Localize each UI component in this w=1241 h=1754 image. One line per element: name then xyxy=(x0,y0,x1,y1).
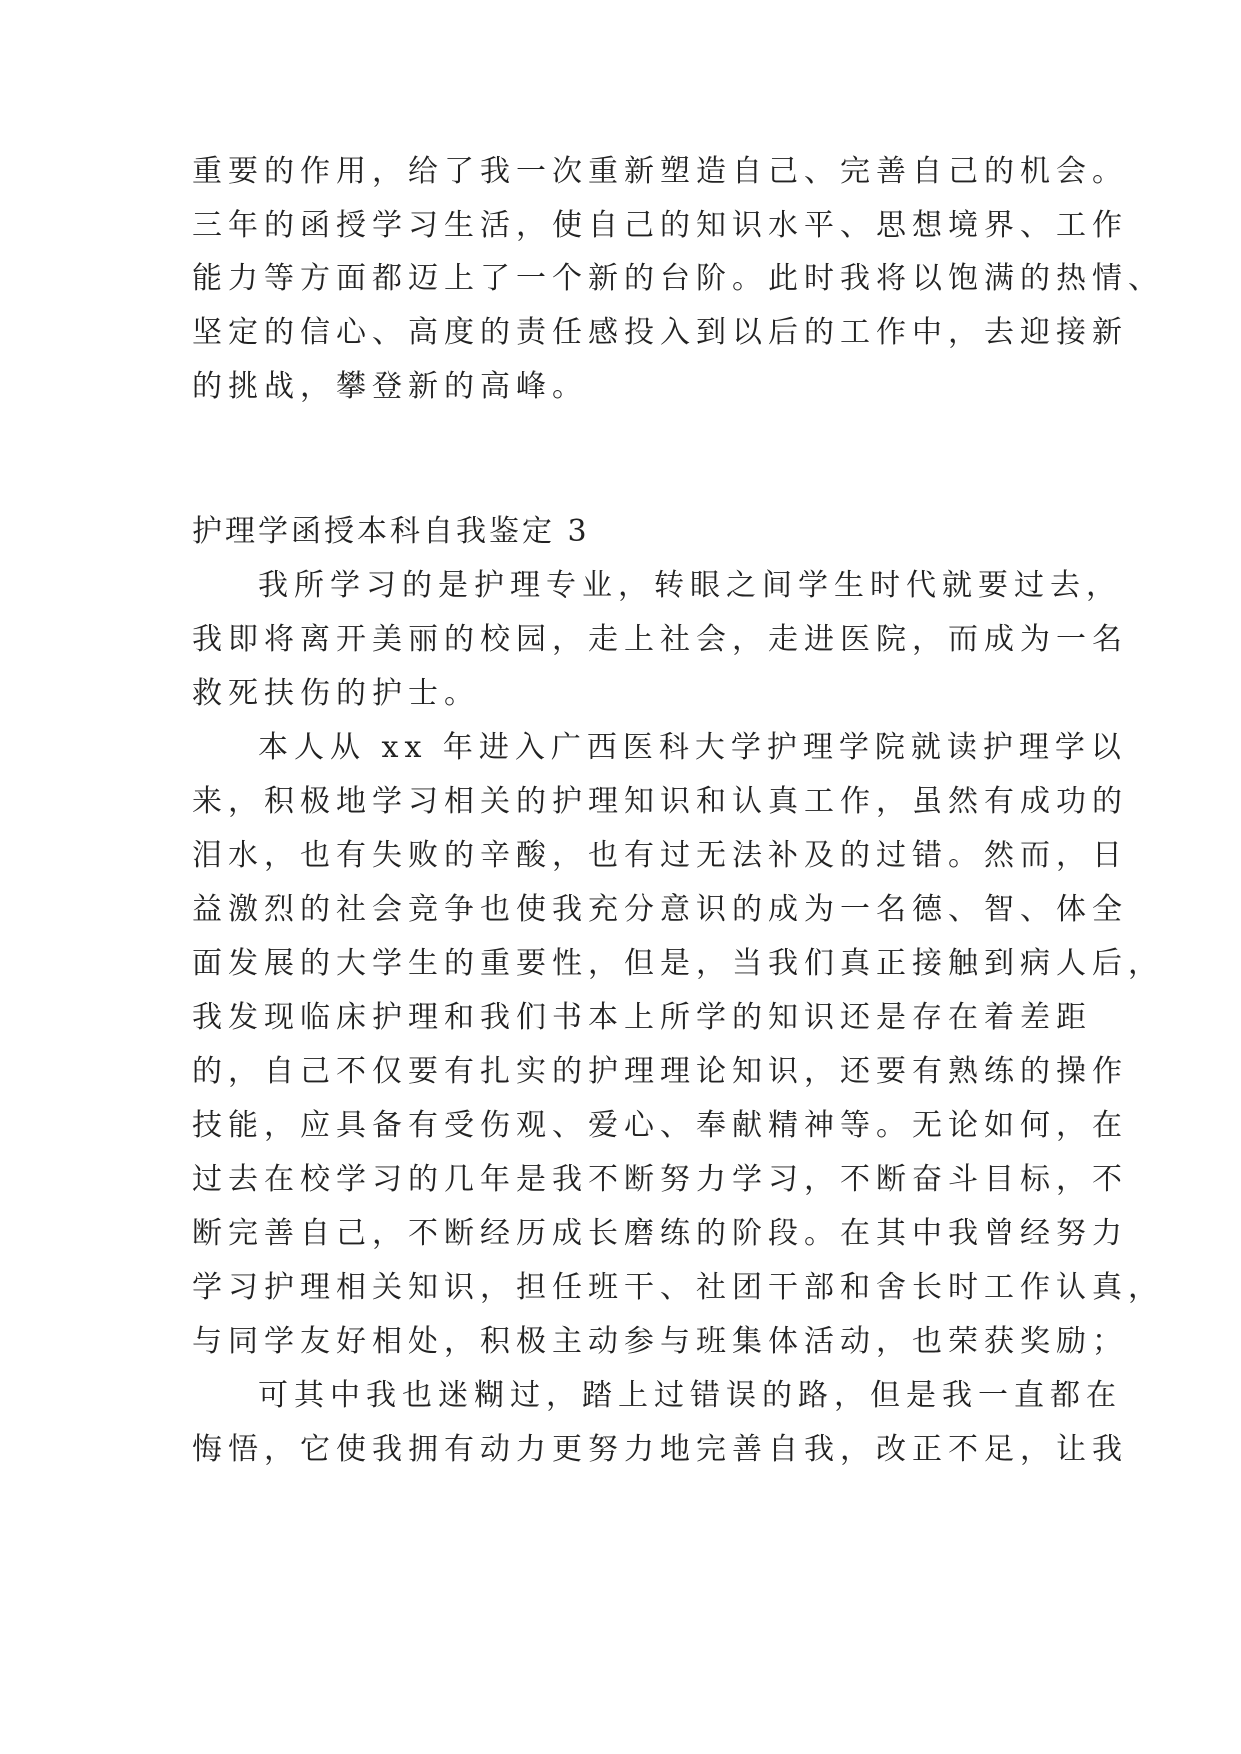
paragraph-line: 本人从 xx 年进入广西医科大学护理学院就读护理学以 xyxy=(258,730,1127,765)
paragraph-line: 我所学习的是护理专业，转眼之间学生时代就要过去， xyxy=(258,568,1122,603)
paragraph-line: 救死扶伤的护士。 xyxy=(192,676,480,711)
paragraph-line: 三年的函授学习生活，使自己的知识水平、思想境界、工作 xyxy=(192,208,1128,243)
paragraph-line: 我发现临床护理和我们书本上所学的知识还是存在着差距 xyxy=(192,1000,1092,1035)
paragraph-line: 益激烈的社会竞争也使我充分意识的成为一名德、智、体全 xyxy=(192,892,1128,927)
paragraph-line: 悔悟，它使我拥有动力更努力地完善自我，改正不足，让我 xyxy=(192,1432,1128,1467)
paragraph-line: 过去在校学习的几年是我不断努力学习，不断奋斗目标，不 xyxy=(192,1162,1128,1197)
paragraph-line: 泪水，也有失败的辛酸，也有过无法补及的过错。然而，日 xyxy=(192,838,1128,873)
paragraph-line: 面发展的大学生的重要性，但是，当我们真正接触到病人后， xyxy=(192,946,1164,981)
paragraph-line: 我即将离开美丽的校园，走上社会，走进医院，而成为一名 xyxy=(192,622,1128,657)
paragraph-line: 能力等方面都迈上了一个新的台阶。此时我将以饱满的热情、 xyxy=(192,261,1164,296)
paragraph-line: 来，积极地学习相关的护理知识和认真工作，虽然有成功的 xyxy=(192,784,1128,819)
paragraph-line: 可其中我也迷糊过，踏上过错误的路，但是我一直都在 xyxy=(258,1378,1122,1413)
paragraph-line: 的挑战，攀登新的高峰。 xyxy=(192,369,588,404)
paragraph-line: 的，自己不仅要有扎实的护理理论知识，还要有熟练的操作 xyxy=(192,1054,1128,1089)
paragraph-line: 与同学友好相处，积极主动参与班集体活动，也荣获奖励； xyxy=(192,1324,1128,1359)
paragraph-line: 学习护理相关知识，担任班干、社团干部和舍长时工作认真， xyxy=(192,1270,1164,1305)
section-heading: 护理学函授本科自我鉴定 3 xyxy=(192,514,590,549)
paragraph-line: 断完善自己，不断经历成长磨练的阶段。在其中我曾经努力 xyxy=(192,1216,1128,1251)
paragraph-line: 技能，应具备有受伤观、爱心、奉献精神等。无论如何，在 xyxy=(192,1108,1128,1143)
paragraph-line: 重要的作用，给了我一次重新塑造自己、完善自己的机会。 xyxy=(192,154,1128,189)
paragraph-line: 坚定的信心、高度的责任感投入到以后的工作中，去迎接新 xyxy=(192,315,1128,350)
